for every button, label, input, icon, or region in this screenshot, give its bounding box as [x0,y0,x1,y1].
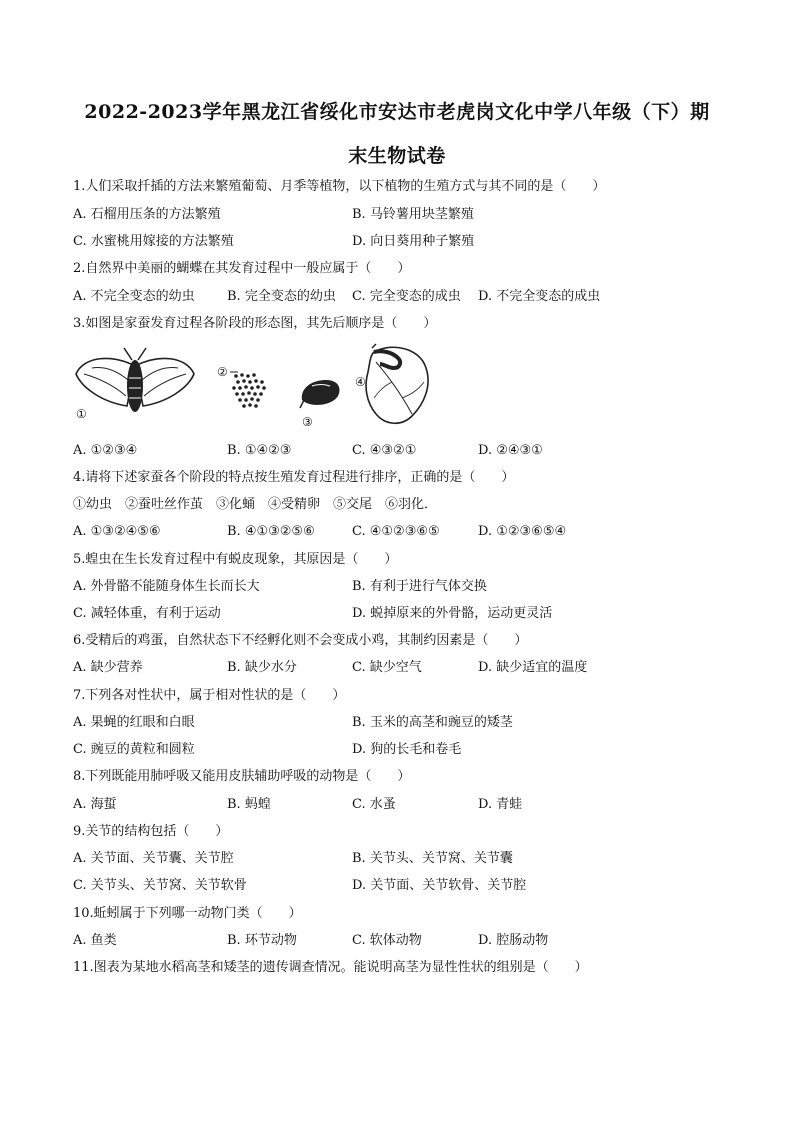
question-4-option-a: A. ①③②④⑤⑥ [73,524,161,539]
question-10-option-b: B. 环节动物 [227,933,297,948]
question-2-option-a: A. 不完全变态的幼虫 [73,289,195,304]
question-2-option-d: D. 不完全变态的成虫 [478,289,601,304]
question-1-option-c: C. 水蜜桃用嫁接的方法繁殖 [73,234,234,249]
larva-on-leaf-illustration [362,342,432,428]
question-4-stem: 4.请将下述家蚕各个阶段的特点按生殖发育过程进行排序，正确的是（ ） [73,470,515,485]
figure-label-4: ④ [355,375,366,389]
question-7-option-a: A. 果蝇的红眼和白眼 [73,715,195,730]
question-7-stem: 7.下列各对性状中，属于相对性状的是（ ） [73,688,346,703]
question-6-option-b: B. 缺少水分 [227,660,297,675]
question-1-option-b: B. 马铃薯用块茎繁殖 [352,207,474,222]
question-10-option-c: C. 软体动物 [352,933,422,948]
question-3-option-a: A. ①②③④ [73,443,138,458]
question-9-option-c: C. 关节头、关节窝、关节软骨 [73,878,247,893]
question-8-option-b: B. 蚂蝗 [227,797,271,812]
question-6-option-d: D. 缺少适宜的温度 [478,660,588,675]
question-10-option-a: A. 鱼类 [73,933,117,948]
question-8-option-d: D. 青蛙 [478,797,523,812]
question-9-stem: 9.关节的结构包括（ ） [73,824,229,839]
figure-label-1: ① [76,407,87,421]
figure-label-3: ③ [302,415,313,429]
question-2-option-c: C. 完全变态的成虫 [352,289,461,304]
question-1-option-a: A. 石榴用压条的方法繁殖 [73,207,221,222]
question-5-option-a: A. 外骨骼不能随身体生长而长大 [73,579,260,594]
question-10-stem: 10.蚯蚓属于下列哪一动物门类（ ） [73,906,302,921]
question-3-option-c: C. ④③②① [352,443,417,458]
question-5-option-b: B. 有利于进行气体交换 [352,579,487,594]
question-9-option-d: D. 关节面、关节软骨、关节腔 [352,878,527,893]
page-title-line-1: 2022-2023学年黑龙江省绥化市安达市老虎岗文化中学八年级（下）期 [84,101,710,123]
question-4-stages: ①幼虫 ②蚕吐丝作茧 ③化蛹 ④受精卵 ⑤交尾 ⑥羽化． [73,497,438,512]
question-6-option-c: C. 缺少空气 [352,660,422,675]
silkworm-stages-figure [70,342,430,432]
question-1-option-d: D. 向日葵用种子繁殖 [352,234,475,249]
moth-illustration [72,344,198,422]
question-4-option-c: C. ④①②③⑥⑤ [352,524,440,539]
question-5-option-c: C. 减轻体重，有利于运动 [73,606,221,621]
figure-label-2: ② [217,365,228,379]
eggs-illustration [228,370,270,410]
question-4-option-d: D. ①②③⑥⑤④ [478,524,567,539]
question-9-option-a: A. 关节面、关节囊、关节腔 [73,851,234,866]
question-6-option-a: A. 缺少营养 [73,660,143,675]
question-7-option-b: B. 玉米的高茎和豌豆的矮茎 [352,715,513,730]
question-5-stem: 5.蝗虫在生长发育过程中有蜕皮现象，其原因是（ ） [73,552,398,567]
question-8-option-c: C. 水蚤 [352,797,396,812]
question-2-stem: 2.自然界中美丽的蝴蝶在其发育过程中一般应属于（ ） [73,261,411,276]
question-4-option-b: B. ④①③②⑤⑥ [227,524,315,539]
question-9-option-b: B. 关节头、关节窝、关节囊 [352,851,513,866]
page-title-line-2: 末生物试卷 [348,145,446,167]
question-10-option-d: D. 腔肠动物 [478,933,549,948]
question-2-option-b: B. 完全变态的幼虫 [227,289,336,304]
question-8-stem: 8.下列既能用肺呼吸又能用皮肤辅助呼吸的动物是（ ） [73,769,411,784]
question-3-option-d: D. ②④③① [478,443,543,458]
question-7-option-d: D. 狗的长毛和卷毛 [352,742,462,757]
question-3-option-b: B. ①④②③ [227,443,292,458]
question-6-stem: 6.受精后的鸡蛋，自然状态下不经孵化则不会变成小鸡，其制约因素是（ ） [73,633,528,648]
pupa-illustration [298,374,344,410]
question-8-option-a: A. 海蜇 [73,797,117,812]
question-5-option-d: D. 蜕掉原来的外骨骼，运动更灵活 [352,606,553,621]
question-11-stem: 11.图表为某地水稻高茎和矮茎的遗传调查情况。能说明高茎为显性性状的组别是（ ） [73,960,588,975]
question-7-option-c: C. 豌豆的黄粒和圆粒 [73,742,195,757]
question-3-stem: 3.如图是家蚕发育过程各阶段的形态图，其先后顺序是（ ） [73,316,437,331]
question-1-stem: 1.人们采取扦插的方法来繁殖葡萄、月季等植物，以下植物的生殖方式与其不同的是（ ） [73,179,606,194]
